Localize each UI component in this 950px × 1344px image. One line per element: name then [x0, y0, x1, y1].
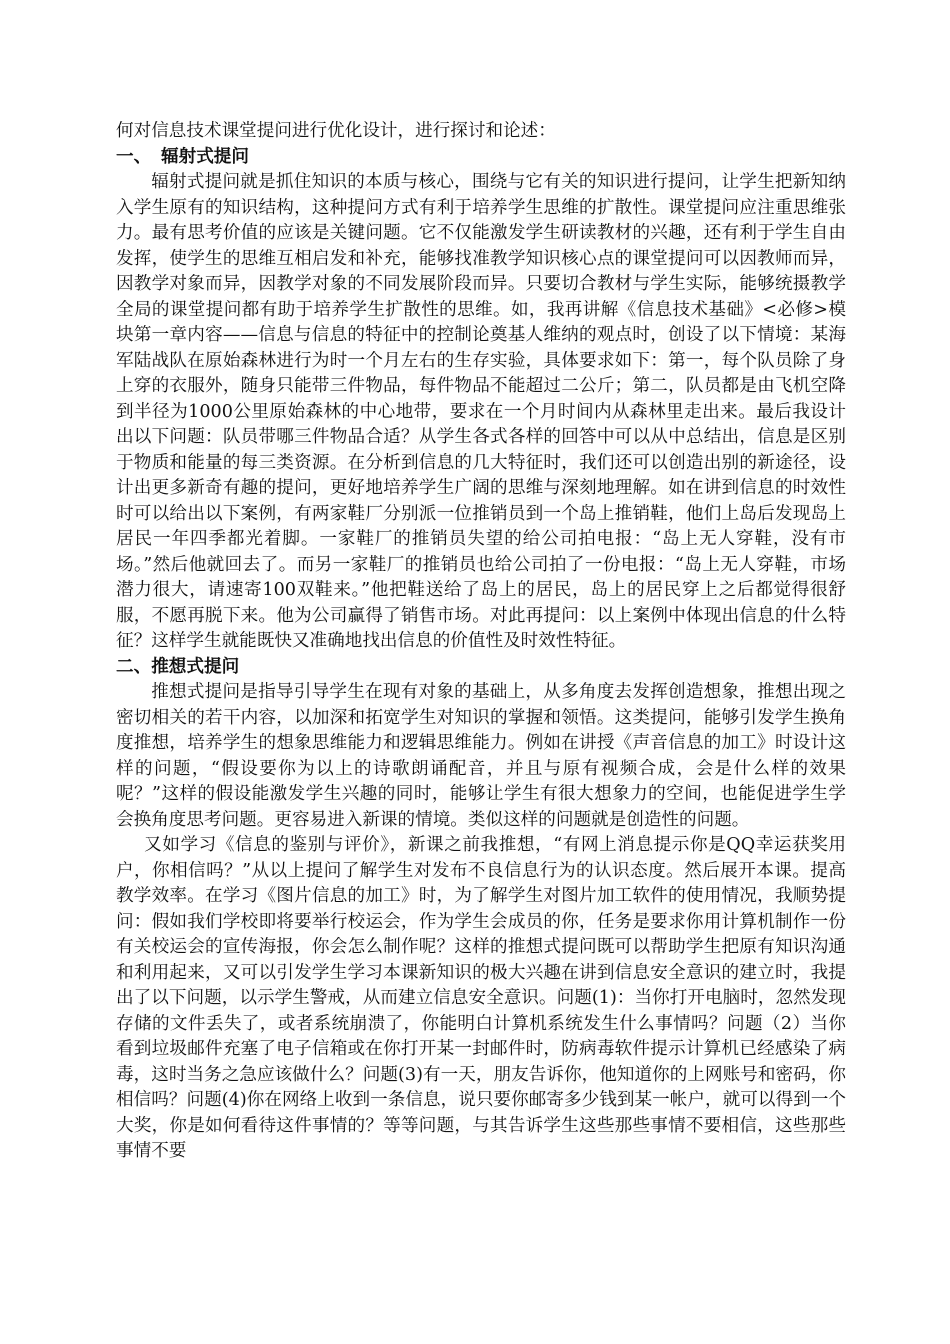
section-title-1: 辐射式提问 — [161, 146, 249, 167]
section-2-paragraph-2: 又如学习《信息的鉴别与评价》，新课之前我推想，“有网上消息提示你是QQ幸运获奖用户，你相信吗？”从以上提问了解学生对发布不良信息行为的认识态度。然后展开本课。提高教学效率。在学习《图片信息的加工》时，为了解学生对图片加工软件的使用情况，我顺势提问：假如我们学校即将要举行校运会，作为学生会成员的你，任务是要求你用计算机制作一份有关校运会的宣传海报，你会怎么制作呢？这样的推想式提问既可以帮助学生把原有知识沟通和利用起来，又可以引发学生学习本课新知识的极大兴趣在讲到信息安全意识的建立时，我提出了以下问题，以示学生警戒，从而建立信息安全意识。问题(1)：当你打开电脑时，忽然发现存储的文件丢失了，或者系统崩溃了，你能明白计算机系统发生什么事情吗？问题（2）当你看到垃圾邮件充塞了电子信箱或在你打开某一封邮件时，防病毒软件提示计算机已经感染了病毒，这时当务之急应该做什么？问题(3)有一天，朋友告诉你，他知道你的上网账号和密码，你相信吗？问题(4)你在网络上收到一条信息，说只要你邮寄多少钱到某一帐户，就可以得到一个大奖，你是如何看待这件事情的？等等问题，与其告诉学生这些那些事情不要相信，这些那些事情不要 — [116, 835, 846, 1161]
intro-line: 何对信息技术课堂提问进行优化设计，进行探讨和论述： — [116, 121, 556, 141]
section-number-1: 一、 — [116, 146, 152, 167]
section-number-2: 二、 — [116, 656, 152, 677]
section-heading-2 — [116, 655, 846, 681]
document-page — [116, 119, 846, 1165]
section-title-2: 推想式提问 — [151, 656, 240, 677]
section-heading-1 — [116, 145, 846, 171]
section-1-paragraph: 辐射式提问就是抓住知识的本质与核心，围绕与它有关的知识进行提问，让学生把新知纳入学生原有的知识结构，这种提问方式有利于培养学生思维的扩散性。课堂提问应注重思维张力。最有思考价值的应该是关键问题。它不仅能激发学生研读教材的兴趣，还有利于学生自由发挥，使学生的思维互相启发和补充，能够找准教学知识核心点的课堂提问可以因教师而异，因教学对象而异，因教学对象的不同发展阶段而异。只要切合教材与学生实际，能够统摄教学全局的课堂提问都有助于培养学生扩散性的思维。如，我再讲解《信息技术基础》<必修>模块第一章内容——信息与信息的特征中的控制论奠基人维纳的观点时，创设了以下情境：某海军陆战队在原始森林进行为时一个月左右的生存实验，具体要求如下：第一，每个队员除了身上穿的衣服外，随身只能带三件物品，每件物品不能超过二公斤；第二，队员都是由飞机空降到半径为1000公里原始森林的中心地带，要求在一个月时间内从森林里走出来。最后我设计出以下问题：队员带哪三件物品合适？从学生各式各样的回答中可以从中总结出，信息是区别于物质和能量的每三类资源。在分析到信息的几大特征时，我们还可以创造出别的新途径，设计出更多新奇有趣的提问，更好地培养学生广阔的思维与深刻地理解。如在讲到信息的时效性时可以给出以下案例，有两家鞋厂分别派一位推销员到一个岛上推销鞋，他们上岛后发现岛上居民一年四季都光着脚。一家鞋厂的推销员失望的给公司拍电报：“岛上无人穿鞋，没有市场。”然后他就回去了。而另一家鞋厂的推销员也给公司拍了一份电报：“岛上无人穿鞋，市场潜力很大，请速寄100双鞋来。”他把鞋送给了岛上的居民，岛上的居民穿上之后都觉得很舒服，不愿再脱下来。他为公司赢得了销售市场。对此再提问：以上案例中体现出信息的什么特征？这样学生就能既快又准确地找出信息的价值性及时效性特征。 — [116, 172, 846, 651]
section-2-paragraph-1: 推想式提问是指导引导学生在现有对象的基础上，从多角度去发挥创造想象，推想出现之密切相关的若干内容，以加深和拓宽学生对知识的掌握和领悟。这类提问，能够引发学生换角度推想，培养学生的想象思维能力和逻辑思维能力。例如在讲授《声音信息的加工》时设计这样的问题，“假设要你为以上的诗歌朗诵配音，并且与原有视频合成，会是什么样的效果呢？”这样的假设能激发学生兴趣的同时，能够让学生有很大想象力的空间，也能促进学生学会换角度思考问题。更容易进入新课的情境。类似这样的问题就是创造性的问题。 — [116, 682, 846, 830]
